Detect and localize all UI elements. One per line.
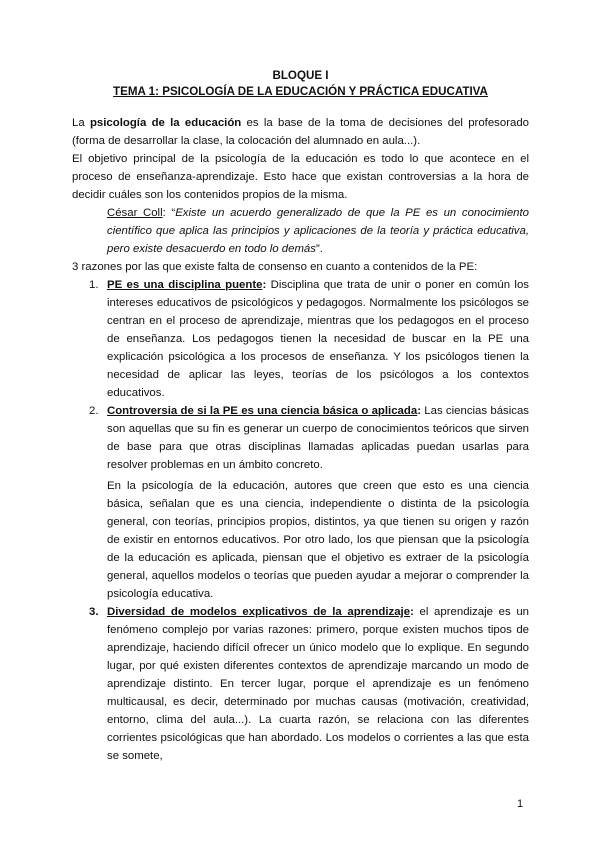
quote-block: César Coll: “Existe un acuerdo generalizado de que la PE es un conocimiento científico que aplica las principios y aplicaciones de la teoría y práctica educativa, pero existe desacuerdo en todo lo demás”. [107,207,529,255]
list-item: 3. Diversidad de modelos explicativos de la aprendizaje: el aprendizaje es un fenómeno complejo por varias razones: primero, porque existen muchos tipos de aprendizaje, haciendo difícil ofrecer un único modelo que lo explique. En segundo lugar, por qué existen diferentes contextos de aprendizaje marcando un modo de aprendizaje distinto. En tercer lugar, porque el aprendizaje es un fenómeno multicausal, es decir, determinado por muchas causas (motivación, creatividad, entorno, clima del aula...). La cuarta razón, se relaciona con las diferentes corrientes psicológicas que han abordado. Los modelos o corrientes a las que esta se somete, [89,606,529,762]
quote-author: César Coll [107,207,163,219]
reasons-list [72,276,529,765]
item-extra-paragraph: En la psicología de la educación, autores que creen que esto es una ciencia básica, señalan que es una ciencia, independiente o distinta de la psicología general, con teorías, principios propios, distintos, ya que tienen su origen y razón de existir en entornos educativos. Por otro lado, los que piensan que la psicología de la educación es aplicada, piensan que el objetivo es extraer de la psicología general, aquellos modelos o teorías que pueden ayudar a mejorar o comprender la psicología educativa. [107,480,529,600]
quote-text: Existe un acuerdo generalizado de que la PE es un conocimiento científico que aplica las principios y aplicaciones de la teoría y práctica educativa, pero existe desacuerdo en todo lo demás [107,207,529,255]
list-item: 2. Controversia de si la PE es una ciencia básica o aplicada: Las ciencias básicas son aquellas que su fin es generar un cuerpo de conocimientos teóricos que sirven de base para que otras disciplinas llamadas aplicadas puedan usarlas para resolver problemas en un ámbito concreto. En la psicología de la educación, autores que creen que esto es una ciencia básica, señalan que es una ciencia, independiente o distinta de la psicología general, con teorías, principios propios, distintos, ya que tienen su origen y razón de existir en entornos educativos. Por otro lado, los que piensan que la psicología de la educación es aplicada, piensan que el objetivo es extraer de la psicología general, aquellos modelos o teorías que pueden ayudar a mejorar o comprender la psicología educativa. [72,402,529,603]
item-heading: Diversidad de modelos explicativos de la aprendizaje [107,606,411,618]
key-term: psicología de la educación [89,117,242,129]
reasons-intro: 3 razones por las que existe falta de consenso en cuanto a contenidos de la PE: [72,261,478,273]
item-heading: PE es una disciplina puente [107,279,263,291]
topic-title: TEMA 1: PSICOLOGÍA DE LA EDUCACIÓN Y PRÁCTICA EDUCATIVA [113,85,488,98]
intro-paragraph-2: El objetivo principal de la psicología de la educación es todo lo que acontece en el proceso de enseñanza-aprendizaje. Esto hace que existan controversias a la hora de decidir cuáles son los contenidos propios de la misma. [72,153,529,201]
page-number: 1 [517,798,524,810]
document-page [72,68,529,765]
block-title: BLOQUE I [272,69,329,82]
intro-paragraph-1: La psicología de la educación es la base de la toma de decisiones del profesorado (forma de desarrollar la clase, la colocación del alumnado en aula...). [72,117,529,147]
item-heading: Controversia de si la PE es una ciencia básica o aplicada [107,405,418,417]
list-item: 1. PE es una disciplina puente: Disciplina que trata de unir o poner en común los intereses educativos de psicológicos y pedagogos. Normalmente los psicólogos se centran en el proceso de aprendizaje, mientras que los pedagogos en el proceso de enseñanza. Los pedagogos tienen la necesidad de buscar en la PE una explicación psicológica a los procesos de enseñanza. Y los psicólogos tienen la necesidad de aplicar las leyes, teorías de los psicólogos a los contextos educativos. [89,279,529,399]
